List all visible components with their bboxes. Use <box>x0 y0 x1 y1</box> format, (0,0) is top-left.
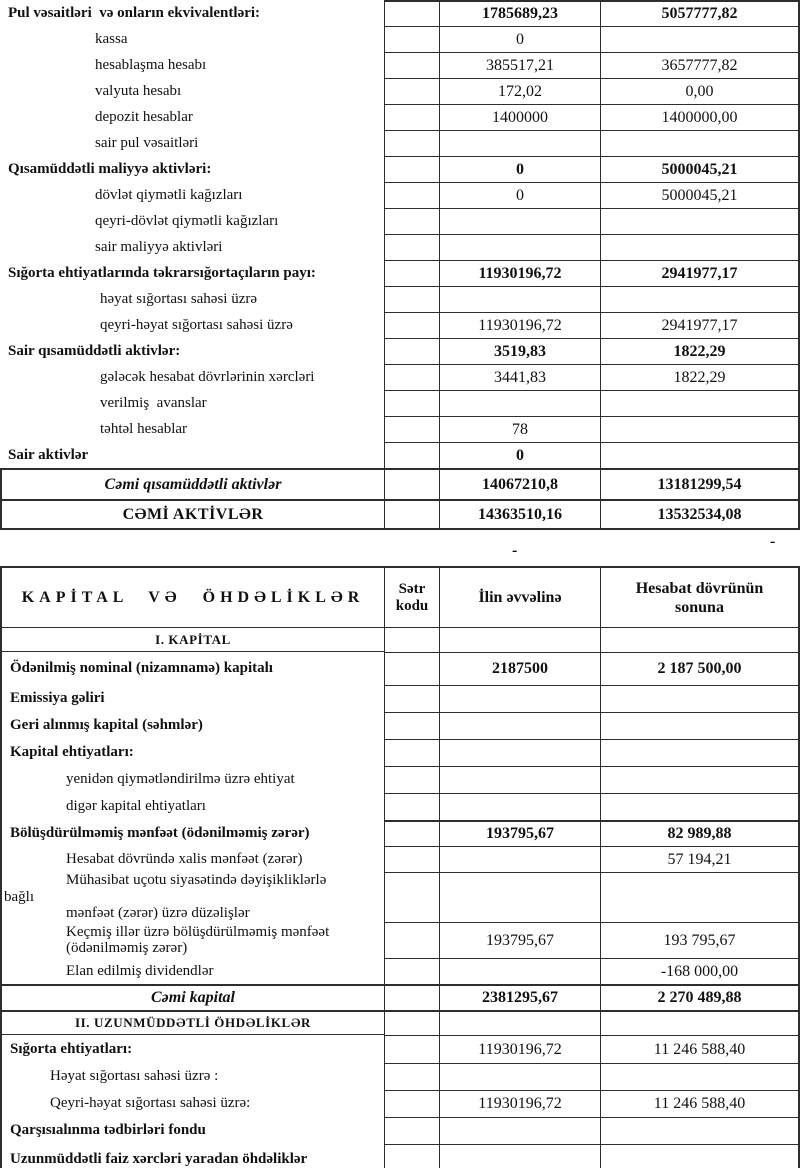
row-code-cell <box>384 739 439 766</box>
cell-value: 0 <box>516 186 524 204</box>
row-code-cell <box>384 130 439 156</box>
cell-value: 13532534,08 <box>657 505 742 523</box>
row-label <box>0 958 384 984</box>
row-label-text: yenidən qiymətləndirilmə üzrə ehtiyat <box>66 771 295 787</box>
row-label <box>0 685 384 712</box>
row-code-cell <box>384 156 439 182</box>
table-row <box>0 468 800 499</box>
row-value-beginning <box>439 793 600 820</box>
row-label <box>0 78 384 104</box>
row-label-text: təhtəl hesablar <box>100 420 188 437</box>
cell-value: 11 246 588,40 <box>653 1095 746 1112</box>
row-value-end <box>600 156 800 182</box>
row-code-cell <box>384 628 439 652</box>
row-value-beginning <box>439 984 600 1010</box>
cell-value: 172,02 <box>498 82 542 100</box>
cell-value: 1822,29 <box>673 342 726 360</box>
row-value-end <box>600 260 800 286</box>
table-row <box>0 260 800 286</box>
row-value-end <box>600 958 800 984</box>
table-row <box>0 872 800 922</box>
table-row <box>0 958 800 984</box>
row-value-beginning <box>439 468 600 499</box>
row-label <box>0 739 384 766</box>
row-code-cell <box>384 1090 439 1117</box>
row-value-end <box>600 1010 800 1035</box>
table-row <box>0 1010 800 1035</box>
capital-table-header-row <box>0 566 800 628</box>
cell-value: 78 <box>512 420 528 438</box>
row-code-cell <box>384 234 439 260</box>
row-value-end <box>600 820 800 846</box>
cell-value: 14363510,16 <box>478 505 562 523</box>
row-value-beginning <box>439 1010 600 1035</box>
row-label-text: Qısamüddətli maliyyə aktivləri: <box>8 160 212 177</box>
row-label <box>0 793 384 820</box>
table-row <box>0 442 800 468</box>
row-label <box>0 130 384 156</box>
row-code-cell <box>384 652 439 685</box>
row-label-text: Elan edilmiş dividendlər <box>66 962 214 979</box>
row-label <box>0 652 384 685</box>
cell-value: 2381295,67 <box>482 989 558 1006</box>
header-beginning-of-year: İlin əvvəlinə <box>439 566 600 628</box>
row-value-end <box>600 984 800 1010</box>
row-label-line: mənfəət (zərər) üzrə düzəlişlər <box>66 905 250 922</box>
row-value-end <box>600 52 800 78</box>
row-label <box>0 234 384 260</box>
cell-value: 385517,21 <box>486 56 554 74</box>
row-label-line: (ödənilməmiş zərər) <box>66 940 188 956</box>
row-code-cell <box>384 468 439 499</box>
row-value-beginning <box>439 0 600 26</box>
row-label <box>0 984 384 1010</box>
row-label-line: Mühasibat uçotu siyasətində dəyişikliklərlə <box>66 872 327 889</box>
row-label <box>0 1010 384 1035</box>
row-code-cell <box>384 78 439 104</box>
table-row <box>0 234 800 260</box>
row-code-cell <box>384 922 439 958</box>
row-label <box>0 390 384 416</box>
table-row <box>0 364 800 390</box>
row-label-text: gələcək hesabat dövrlərinin xərcləri <box>100 368 315 385</box>
row-label-text: Pul vəsaitləri və onların ekvivalentləri: <box>8 4 261 21</box>
table-row <box>0 416 800 442</box>
row-code-cell <box>384 820 439 846</box>
row-value-end <box>600 712 800 739</box>
row-label <box>0 468 384 499</box>
row-label <box>0 628 384 652</box>
table-row <box>0 1144 800 1168</box>
row-value-end <box>600 652 800 685</box>
cell-value: 0 <box>516 30 524 48</box>
row-code-cell <box>384 712 439 739</box>
row-value-end <box>600 182 800 208</box>
row-value-end <box>600 1117 800 1144</box>
row-value-end <box>600 628 800 652</box>
row-value-beginning <box>439 1117 600 1144</box>
row-value-beginning <box>439 364 600 390</box>
row-value-beginning <box>439 1063 600 1090</box>
row-value-beginning <box>439 416 600 442</box>
row-code-cell <box>384 442 439 468</box>
row-label <box>0 416 384 442</box>
cell-value: 57 194,21 <box>667 850 732 868</box>
row-label <box>0 260 384 286</box>
row-code-cell <box>384 208 439 234</box>
table-row <box>0 1035 800 1063</box>
row-value-end <box>600 78 800 104</box>
assets-table-continuation <box>0 0 800 530</box>
row-label <box>0 820 384 846</box>
row-code-cell <box>384 1063 439 1090</box>
row-label-text: I. KAPİTAL <box>155 631 231 647</box>
row-value-beginning <box>439 312 600 338</box>
row-label <box>0 1144 384 1168</box>
row-label-text: Uzunmüddətli faiz xərcləri yaradan öhdəliklər <box>10 1150 308 1167</box>
row-value-beginning <box>439 156 600 182</box>
table-row <box>0 739 800 766</box>
table-row <box>0 712 800 739</box>
table-row <box>0 312 800 338</box>
row-value-beginning <box>439 52 600 78</box>
cell-value: 82 989,88 <box>667 825 732 842</box>
separator-dash-1: - <box>512 542 518 559</box>
row-value-beginning <box>439 182 600 208</box>
row-label-text: digər kapital ehtiyatları <box>66 798 206 814</box>
row-label-line: Keçmiş illər üzrə bölüşdürülməmiş mənfəət <box>66 923 330 940</box>
separator-dash-2: - <box>770 533 776 550</box>
header-capital-and-liabilities: KAPİTAL VƏ ÖHDƏLİKLƏR <box>0 566 384 628</box>
table-row <box>0 390 800 416</box>
cell-value: 11930196,72 <box>478 1095 562 1112</box>
row-code-cell <box>384 984 439 1010</box>
row-label-text: qeyri-dövlət qiymətli kağızları <box>95 212 279 229</box>
table-row <box>0 846 800 872</box>
row-value-beginning <box>439 286 600 312</box>
row-code-cell <box>384 104 439 130</box>
table-row <box>0 130 800 156</box>
row-value-beginning <box>439 234 600 260</box>
row-value-end <box>600 364 800 390</box>
row-value-beginning <box>439 78 600 104</box>
cell-value: -168 000,00 <box>660 962 739 980</box>
row-code-cell <box>384 182 439 208</box>
cell-value: 2 187 500,00 <box>657 660 742 677</box>
capital-liabilities-table <box>0 566 800 1168</box>
row-label-text: qeyri-həyat sığortası sahəsi üzrə <box>100 316 293 333</box>
row-value-end <box>600 208 800 234</box>
cell-value: 11 246 588,40 <box>653 1040 746 1058</box>
row-code-cell <box>384 1117 439 1144</box>
table-row <box>0 1117 800 1144</box>
row-label-text: Geri alınmış kapital (səhmlər) <box>10 717 203 733</box>
cell-value: 5000045,21 <box>661 186 738 204</box>
row-label-text: valyuta hesabı <box>95 82 182 99</box>
row-value-end <box>600 685 800 712</box>
row-value-end <box>600 499 800 530</box>
table-row <box>0 820 800 846</box>
row-value-beginning <box>439 766 600 793</box>
row-label <box>0 1063 384 1090</box>
table-row <box>0 26 800 52</box>
row-code-cell <box>384 416 439 442</box>
cell-value: 1400000 <box>492 108 548 126</box>
row-label <box>0 1090 384 1117</box>
cell-value: 193795,67 <box>486 931 554 949</box>
row-code-cell <box>384 286 439 312</box>
cell-value: 11930196,72 <box>478 264 562 282</box>
row-label <box>0 766 384 793</box>
cell-value: 3441,83 <box>494 368 546 386</box>
row-value-beginning <box>439 130 600 156</box>
row-code-cell <box>384 260 439 286</box>
cell-value: 3519,83 <box>494 342 546 360</box>
row-label-text: Cəmi qısamüddətli aktivlər <box>104 475 282 493</box>
row-value-end <box>600 286 800 312</box>
table-row <box>0 499 800 530</box>
row-code-cell <box>384 364 439 390</box>
row-value-beginning <box>439 1090 600 1117</box>
row-label <box>0 499 384 530</box>
row-label <box>0 156 384 182</box>
row-code-cell <box>384 312 439 338</box>
row-label-text: Sair qısamüddətli aktivlər: <box>8 342 181 359</box>
row-label-text: CƏMİ AKTİVLƏR <box>122 505 264 523</box>
row-value-beginning <box>439 739 600 766</box>
table-row <box>0 1063 800 1090</box>
row-label-text: Hesabat dövründə xalis mənfəət (zərər) <box>66 850 303 867</box>
row-value-end <box>600 416 800 442</box>
row-code-cell <box>384 958 439 984</box>
row-label-text: sair pul vəsaitləri <box>95 134 199 151</box>
row-label <box>0 208 384 234</box>
row-label-text: Sair aktivlər <box>8 446 89 463</box>
cell-value: 0 <box>516 446 524 464</box>
row-label <box>0 846 384 872</box>
row-label <box>0 52 384 78</box>
capital-table-body <box>0 628 800 1168</box>
table-row <box>0 793 800 820</box>
row-label-text: Emissiya gəliri <box>10 690 105 706</box>
table-row <box>0 286 800 312</box>
row-label-line: bağlı <box>4 888 34 905</box>
cell-value: 1400000,00 <box>661 108 738 126</box>
row-value-end <box>600 1144 800 1168</box>
table-row <box>0 1090 800 1117</box>
row-label-text: sair maliyyə aktivləri <box>95 238 223 255</box>
row-value-end <box>600 922 800 958</box>
row-code-cell <box>384 846 439 872</box>
row-label-text: həyat sığortası sahəsi üzrə <box>100 290 258 307</box>
row-code-cell <box>384 390 439 416</box>
row-label-text: Cəmi kapital <box>151 989 235 1006</box>
row-label <box>0 104 384 130</box>
row-code-cell <box>384 338 439 364</box>
row-code-cell <box>384 52 439 78</box>
cell-value: 2187500 <box>492 660 548 677</box>
row-label <box>0 0 384 26</box>
table-row <box>0 628 800 652</box>
row-value-end <box>600 846 800 872</box>
table-row <box>0 766 800 793</box>
row-value-end <box>600 104 800 130</box>
row-value-end <box>600 872 800 922</box>
row-value-end <box>600 739 800 766</box>
row-code-cell <box>384 26 439 52</box>
cell-value: 1822,29 <box>673 368 726 386</box>
row-value-end <box>600 766 800 793</box>
row-label-text: depozit hesablar <box>95 108 193 125</box>
row-label <box>0 312 384 338</box>
row-value-beginning <box>439 628 600 652</box>
row-code-cell <box>384 0 439 26</box>
row-code-cell <box>384 1010 439 1035</box>
row-value-end <box>600 26 800 52</box>
row-value-end <box>600 312 800 338</box>
row-value-end <box>600 793 800 820</box>
table-row <box>0 182 800 208</box>
row-label <box>0 872 384 922</box>
row-value-end <box>600 468 800 499</box>
cell-value: 3657777,82 <box>661 56 738 74</box>
header-end-of-period: Hesabat dövrünün sonuna <box>600 566 800 628</box>
row-code-cell <box>384 499 439 530</box>
row-value-beginning <box>439 1035 600 1063</box>
table-row <box>0 652 800 685</box>
cell-value: 5000045,21 <box>661 160 738 178</box>
row-value-beginning <box>439 26 600 52</box>
table-row <box>0 156 800 182</box>
row-value-end <box>600 234 800 260</box>
row-label <box>0 442 384 468</box>
cell-value: 0 <box>516 160 524 178</box>
cell-value: 193 795,67 <box>663 931 736 949</box>
row-value-end <box>600 1063 800 1090</box>
cell-value: 193795,67 <box>486 825 554 842</box>
row-label-text: Bölüşdürülməmiş mənfəət (ödənilməmiş zərər) <box>10 824 310 841</box>
row-code-cell <box>384 872 439 922</box>
row-value-beginning <box>439 442 600 468</box>
row-value-beginning <box>439 685 600 712</box>
row-code-cell <box>384 1144 439 1168</box>
cell-value: 11930196,72 <box>478 1040 562 1058</box>
row-label-text: hesablaşma hesabı <box>95 56 207 73</box>
row-value-beginning <box>439 872 600 922</box>
cell-value: 2 270 489,88 <box>657 989 742 1006</box>
row-label <box>0 182 384 208</box>
row-label <box>0 338 384 364</box>
row-label-text: dövlət qiymətli kağızları <box>95 186 243 203</box>
row-code-cell <box>384 685 439 712</box>
cell-value: 0,00 <box>685 82 714 100</box>
table-row <box>0 78 800 104</box>
row-label-text: Qarşısıalınma tədbirləri fondu <box>10 1122 206 1138</box>
row-value-beginning <box>439 1144 600 1168</box>
cell-value: 13181299,54 <box>657 475 742 493</box>
row-value-beginning <box>439 208 600 234</box>
row-value-beginning <box>439 652 600 685</box>
row-label-text: Sığorta ehtiyatlarında təkrarsığortaçıların payı: <box>8 264 316 281</box>
row-label <box>0 922 384 958</box>
row-value-end <box>600 442 800 468</box>
row-value-beginning <box>439 260 600 286</box>
cell-value: 1785689,23 <box>482 5 558 22</box>
row-label-text: Ödənilmiş nominal (nizamnamə) kapitalı <box>10 660 273 676</box>
row-value-beginning <box>439 846 600 872</box>
row-label <box>0 1035 384 1063</box>
row-label-text: Qeyri-həyat sığortası sahəsi üzrə: <box>50 1095 251 1111</box>
row-label-text: kassa <box>95 30 128 47</box>
cell-value: 2941977,17 <box>661 316 738 334</box>
row-value-beginning <box>439 820 600 846</box>
row-code-cell <box>384 766 439 793</box>
table-row <box>0 984 800 1010</box>
cell-value: 2941977,17 <box>661 264 738 282</box>
row-value-end <box>600 1035 800 1063</box>
row-label-text: Həyat sığortası sahəsi üzrə : <box>50 1068 219 1084</box>
row-value-end <box>600 338 800 364</box>
row-value-beginning <box>439 104 600 130</box>
row-label <box>0 1117 384 1144</box>
row-label-text: Sığorta ehtiyatları: <box>10 1040 133 1057</box>
row-label-text: verilmiş avanslar <box>100 394 207 411</box>
row-value-beginning <box>439 922 600 958</box>
cell-value: 5057777,82 <box>661 5 738 22</box>
row-value-beginning <box>439 338 600 364</box>
row-code-cell <box>384 793 439 820</box>
table-row <box>0 104 800 130</box>
row-label <box>0 26 384 52</box>
row-label-text: II. UZUNMÜDDƏTLİ ÖHDƏLİKLƏR <box>74 1015 312 1030</box>
table-row <box>0 922 800 958</box>
row-value-end <box>600 130 800 156</box>
row-label <box>0 286 384 312</box>
table-row <box>0 685 800 712</box>
cell-value: 14067210,8 <box>482 475 558 493</box>
table-row <box>0 338 800 364</box>
header-row-code: Sətr kodu <box>384 566 439 628</box>
row-value-beginning <box>439 499 600 530</box>
row-value-end <box>600 0 800 26</box>
row-code-cell <box>384 1035 439 1063</box>
table-row <box>0 52 800 78</box>
row-value-end <box>600 390 800 416</box>
table-row <box>0 0 800 26</box>
row-label-text: Kapital ehtiyatları: <box>10 744 134 760</box>
row-label <box>0 712 384 739</box>
row-value-beginning <box>439 712 600 739</box>
row-label <box>0 364 384 390</box>
row-value-beginning <box>439 958 600 984</box>
row-value-beginning <box>439 390 600 416</box>
table-row <box>0 208 800 234</box>
cell-value: 11930196,72 <box>478 316 562 334</box>
row-value-end <box>600 1090 800 1117</box>
